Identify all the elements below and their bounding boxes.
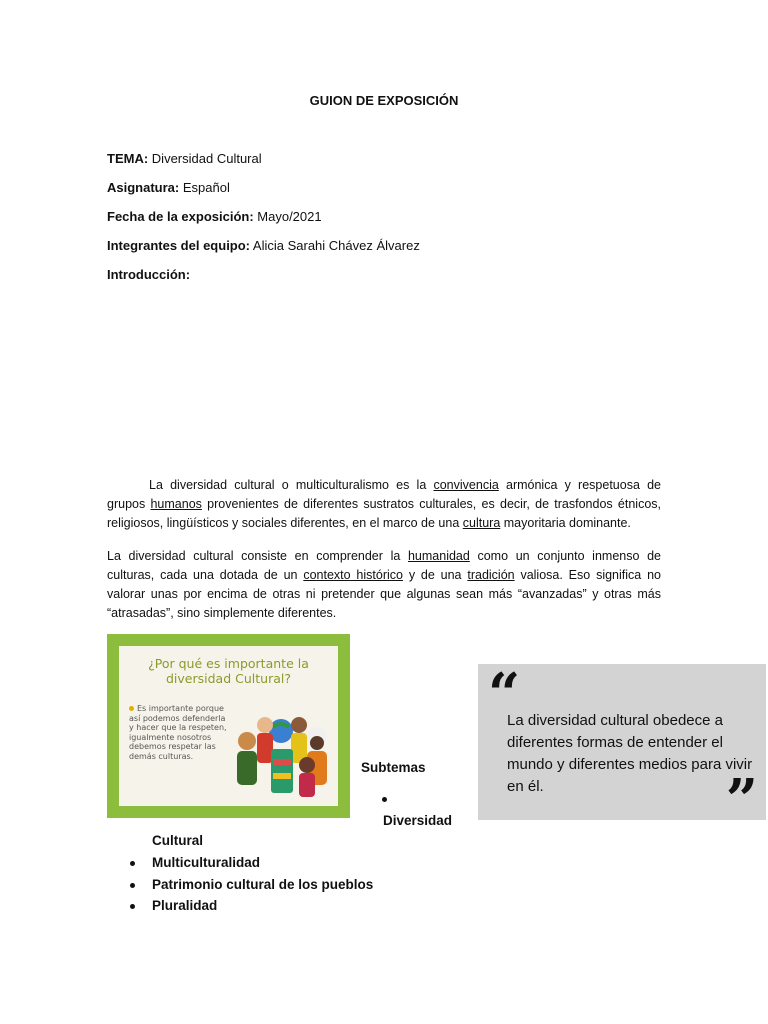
image-text-body: Es importante porque así podemos defenderla y hacer que la respeten, igualmente nosotros debemos respetar las demás culturas.	[129, 704, 227, 761]
paragraph-1-text: armónica y respetuosa de grupos	[107, 478, 661, 511]
link-contexto-historico[interactable]: contexto histórico	[303, 568, 403, 582]
field-introduccion	[107, 267, 190, 282]
subtema-first-part2: Cultural	[152, 833, 204, 848]
list-item: Multiculturalidad	[128, 852, 373, 874]
paragraph-2-text: valiosa. Eso significa no valorar unas por encima de otras ni pretender que algunas sean más “avanzadas” y otras más “atrasadas”, sino simplemente diferentes.	[107, 568, 661, 620]
field-fecha-label: Fecha de la exposición:	[107, 209, 254, 224]
subtema-first-part1: Diversidad	[383, 813, 453, 828]
subtemas-list	[128, 852, 373, 917]
field-tema	[107, 151, 262, 166]
paragraph-1-text: La diversidad cultural o multiculturalismo es la	[149, 478, 434, 492]
field-integrantes	[107, 238, 420, 253]
paragraph-1-text: mayoritaria dominante.	[500, 516, 631, 530]
open-quote-icon: “	[488, 661, 521, 727]
link-convivencia[interactable]: convivencia	[433, 478, 499, 492]
image-question: ¿Por qué es importante la diversidad Cultural?	[148, 656, 309, 686]
diversity-image-card	[119, 646, 338, 806]
document-title: GUION DE EXPOSICIÓN	[309, 93, 459, 108]
field-integrantes-label: Integrantes del equipo:	[107, 238, 251, 253]
quote-box	[478, 661, 766, 833]
field-asignatura	[107, 180, 230, 195]
field-integrantes-value: Alicia Sarahi Chávez Álvarez	[252, 238, 420, 253]
link-humanos[interactable]: humanos	[150, 497, 202, 511]
field-introduccion-label: Introducción:	[107, 267, 191, 282]
list-item: Patrimonio cultural de los pueblos	[128, 874, 373, 896]
subtemas-heading: Subtemas	[361, 760, 426, 775]
paragraph-1	[107, 476, 661, 533]
quote-text: La diversidad cultural obedece a diferentes formas de entender el mundo y diferentes medios para vivir en él.	[507, 712, 753, 795]
bullet-dot-icon	[382, 797, 387, 802]
link-humanidad[interactable]: humanidad	[407, 549, 470, 563]
paragraph-2-text: y de una	[402, 568, 468, 582]
paragraph-1-text: provenientes de diferentes sustratos culturales, es decir, de trasfondos étnicos, religiosos, lingüísticos y sociales diferentes, en el marco de una	[107, 497, 661, 530]
paragraph-2-text: La diversidad cultural consiste en comprender la	[107, 549, 408, 563]
diversity-image	[107, 634, 350, 818]
field-tema-label: TEMA:	[107, 151, 149, 166]
field-tema-value: Diversidad Cultural	[151, 151, 262, 166]
field-fecha-value: Mayo/2021	[257, 209, 322, 224]
image-text	[129, 704, 227, 761]
bullet-dot-icon	[129, 706, 134, 711]
paragraph-2	[107, 547, 661, 623]
list-item: Pluralidad	[128, 895, 373, 917]
paragraph-2-text: como un conjunto inmenso de culturas, cada una dotada de un	[107, 549, 661, 582]
link-tradicion[interactable]: tradición	[467, 568, 515, 582]
close-quote-icon: ”	[725, 767, 758, 833]
field-asignatura-value: Español	[182, 180, 230, 195]
children-illustration-icon	[229, 701, 334, 801]
field-fecha	[107, 209, 322, 224]
field-asignatura-label: Asignatura:	[107, 180, 180, 195]
link-cultura[interactable]: cultura	[462, 516, 501, 530]
